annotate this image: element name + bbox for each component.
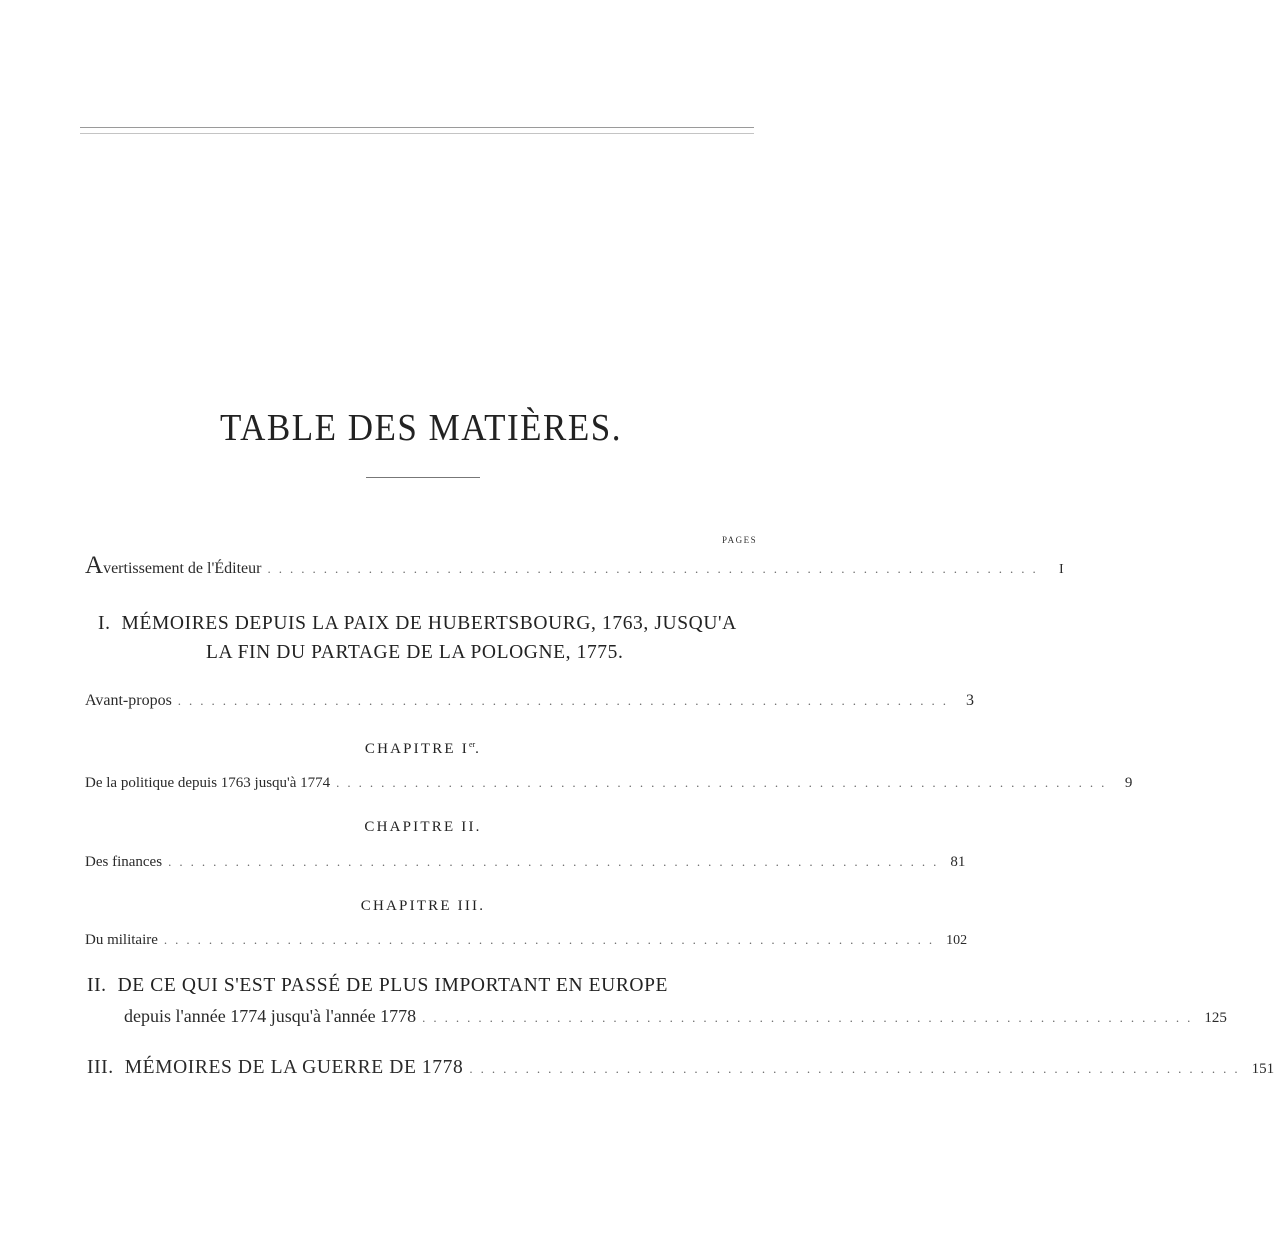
toc-entry-label: Des finances — [85, 854, 163, 870]
toc-entry-label: De la politique depuis 1763 jusqu'à 1774 — [85, 775, 331, 791]
toc-page-number: 81 — [950, 854, 966, 870]
chapter-one-heading — [0, 740, 846, 758]
leader-dots: ..................................................................... — [168, 854, 945, 869]
toc-entry-label: Avant-propos — [85, 692, 172, 709]
part-title-text: DE CE QUI S'EST PASSÉ DE PLUS IMPORTANT EN EUROPE — [117, 975, 669, 996]
toc-entry-label — [85, 552, 261, 580]
toc-entry-avant-propos[interactable] — [85, 692, 975, 710]
part-numeral: I. — [98, 613, 111, 634]
toc-page-number: 3 — [966, 692, 975, 709]
top-double-rule — [80, 127, 754, 134]
toc-entry-part-two[interactable] — [124, 1006, 1227, 1027]
part-title-text: MÉMOIRES DE LA GUERRE DE 1778 — [124, 1057, 464, 1078]
toc-entry-part-three[interactable] — [87, 1057, 1274, 1079]
toc-entry-label: Du militaire — [85, 932, 158, 948]
chapter-two-heading: CHAPITRE II. — [364, 819, 482, 835]
toc-page-number: 125 — [1204, 1010, 1227, 1026]
toc-entry-label: depuis l'année 1774 jusqu'à l'année 1778 — [124, 1006, 417, 1026]
pages-column-label: PAGES — [722, 535, 758, 545]
leader-dots: ..................................................................... — [163, 932, 941, 947]
toc-page-number: I — [1059, 562, 1064, 577]
toc-entry-chapter-three[interactable] — [85, 932, 968, 949]
toc-entry-avertissement[interactable] — [85, 552, 1064, 580]
toc-page-number: 9 — [1124, 775, 1133, 791]
chapter-heading-end: . — [475, 741, 482, 757]
title-underline-rule — [366, 477, 480, 478]
page-title: TABLE DES MATIÈRES. — [220, 406, 622, 449]
part-title-text: MÉMOIRES DEPUIS LA PAIX DE HUBERTSBOURG, 1763, JUSQU'A — [121, 613, 737, 634]
toc-page-number: 151 — [1251, 1061, 1274, 1077]
toc-entry-chapter-two[interactable] — [85, 854, 966, 871]
toc-entry-chapter-one[interactable] — [85, 775, 1133, 792]
leader-dots: ..................................................................... — [336, 775, 1113, 790]
chapter-three-heading: CHAPITRE III. — [360, 898, 486, 914]
drop-initial: A — [85, 552, 104, 579]
toc-entry-label — [87, 1057, 463, 1079]
part-numeral: III. — [87, 1057, 114, 1078]
leader-dots: ..................................................................... — [422, 1010, 1199, 1025]
leader-dots: ..................................................................... — [267, 561, 1044, 576]
part-numeral: II. — [87, 975, 107, 996]
chapter-heading-text: CHAPITRE I — [364, 741, 469, 757]
part-one-heading-line1 — [98, 613, 737, 635]
chapter-heading-superscript: er — [468, 740, 476, 749]
toc-entry-label-rest: vertissement de l'Éditeur — [103, 560, 262, 577]
part-one-heading-line2: LA FIN DU PARTAGE DE LA POLOGNE, 1775. — [206, 642, 624, 663]
part-two-heading-line1 — [87, 975, 668, 997]
toc-page-number: 102 — [946, 933, 968, 948]
leader-dots: ..................................................................... — [177, 693, 955, 708]
leader-dots: ..................................................................... — [469, 1061, 1246, 1076]
